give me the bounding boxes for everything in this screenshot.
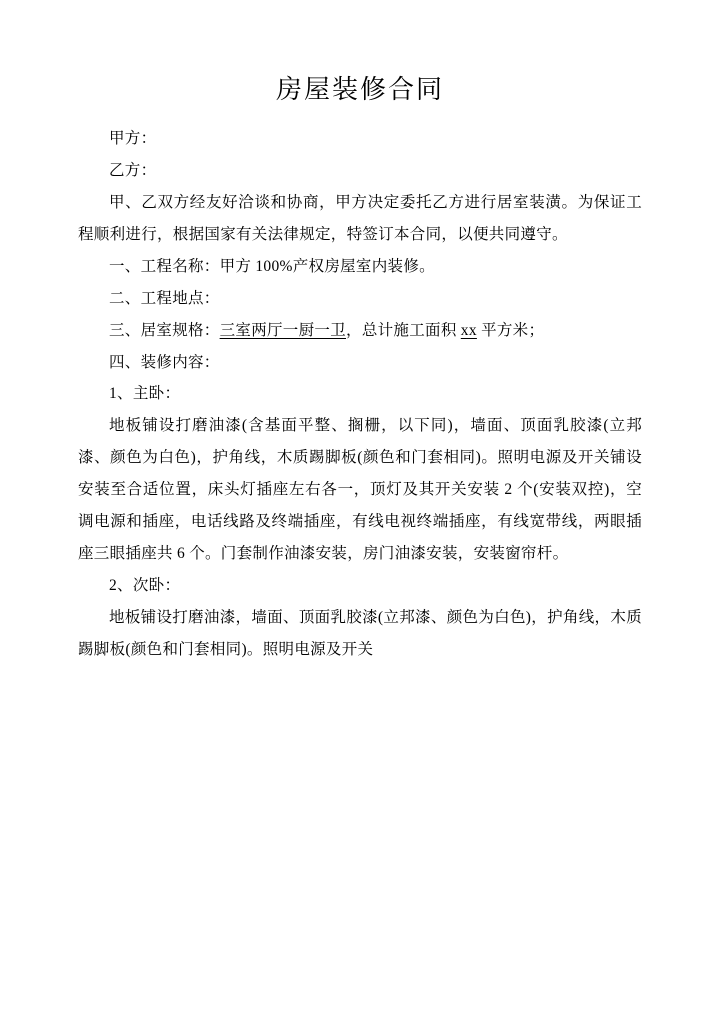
underlined-room-spec: 三室两厅一厨一卫 (219, 321, 347, 339)
document-body (78, 72, 642, 666)
paragraph-item-2-second-bedroom: 2、次卧： (109, 577, 181, 594)
paragraph-item-1-detail: 地板铺设打磨油漆(含基面平整、搁栅，以下同)，墙面、顶面乳胶漆(立邦漆、颜色为白色)，护角线，木质踢脚板(颜色和门套相同)。照明电源及开关铺设安装至合适位置，床头灯插座左右各一，顶灯及其开关安装 2 个(安装双控)，空调电源和插座，电话线路及终端插座，有线电视终端插座，有线宽带线，两眼插座三眼插座共 6 个。门套制作油漆安装，房门油漆安装，安装窗帘杆。 (78, 417, 642, 563)
paragraph-clause-1-project-name: 一、工程名称：甲方 100%产权房屋室内装修。 (109, 257, 435, 275)
paragraph-item-1-master-bedroom: 1、主卧： (109, 385, 181, 403)
paragraph-item-2-detail: 地板铺设打磨油漆，墙面、顶面乳胶漆(立邦漆、颜色为白色)，护角线，木质踢脚板(颜色和门套相同)。照明电源及开关 (78, 608, 642, 658)
paragraph-preamble: 甲、乙双方经友好洽谈和协商，甲方决定委托乙方进行居室装潢。为保证工程顺利进行，根据国家有关法律规定，特签订本合同，以便共同遵守。 (78, 193, 642, 243)
paragraph-party-b: 乙方： (109, 162, 157, 180)
paragraph-clause-2-project-site: 二、工程地点： (109, 289, 220, 307)
paragraph-clause-3-room-spec: 三、居室规格：三室两厅一厨一卫，总计施工面积 xx 平方米； (109, 321, 545, 339)
underlined-area-value: xx (460, 321, 477, 339)
page-title: 房屋装修合同 (275, 75, 444, 104)
paragraph-party-a: 甲方： (109, 130, 157, 148)
paragraph-clause-4-content: 四、装修内容： (109, 353, 220, 371)
